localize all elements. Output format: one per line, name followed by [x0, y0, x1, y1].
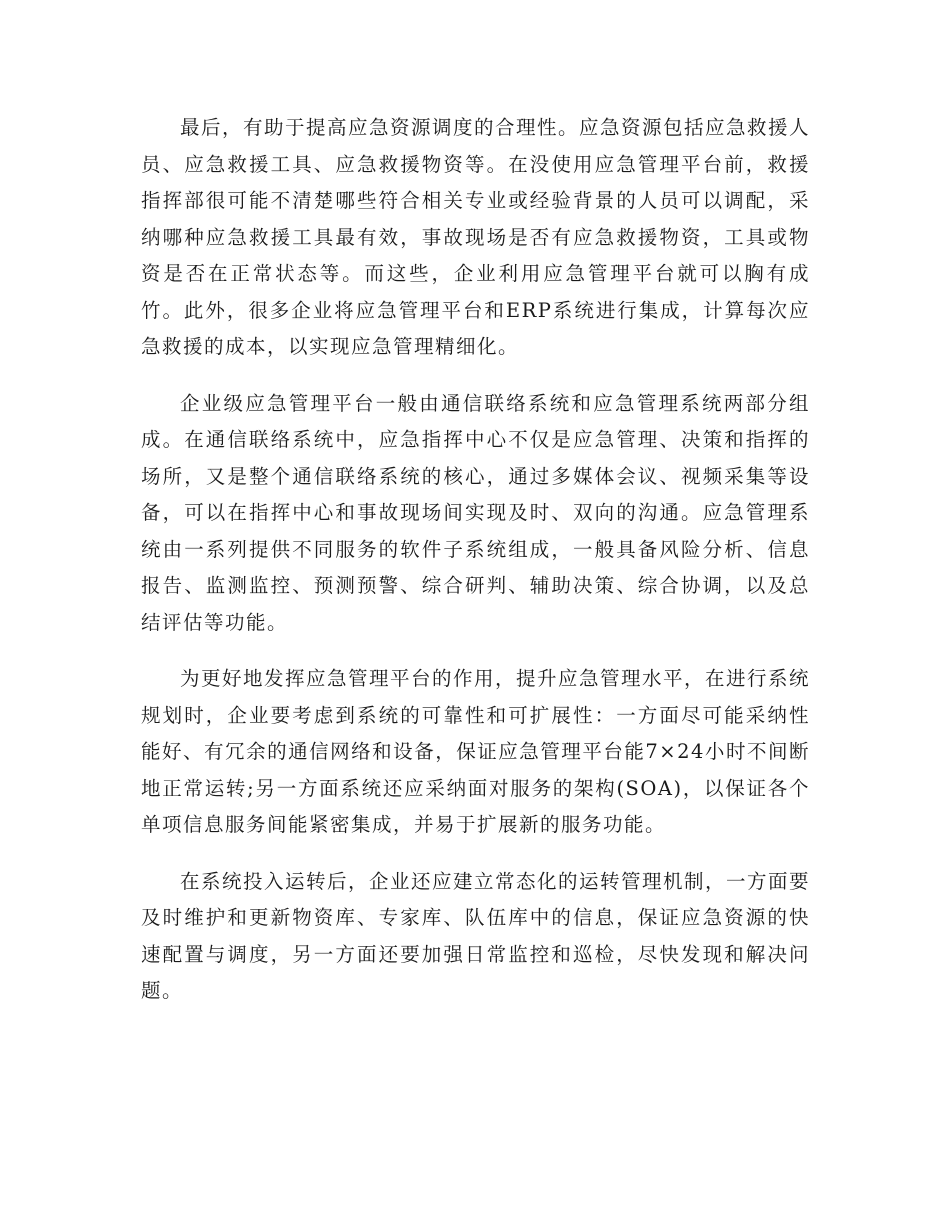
paragraph-operation-management: 在系统投入运转后，企业还应建立常态化的运转管理机制，一方面要及时维护和更新物资库、专家库、队伍库中的信息，保证应急资源的快速配置与调度，另一方面还要加强日常监控和巡检，尽快发现和解决问题。	[141, 869, 811, 1002]
paragraph-platform-composition: 企业级应急管理平台一般由通信联络系统和应急管理系统两部分组成。在通信联络系统中，应急指挥中心不仅是应急管理、决策和指挥的场所，又是整个通信联络系统的核心，通过多媒体会议、视频采集等设备，可以在指挥中心和事故现场间实现及时、双向的沟通。应急管理系统由一系列提供不同服务的软件子系统组成，一般具备风险分析、信息报告、监测监控、预测预警、综合研判、辅助决策、综合协调，以及总结评估等功能。	[141, 391, 810, 634]
paragraph-system-planning: 为更好地发挥应急管理平台的作用，提升应急管理水平，在进行系统规划时，企业要考虑到系统的可靠性和可扩展性：一方面尽可能采纳性能好、有冗余的通信网络和设备，保证应急管理平台能7×24小时不间断地正常运转;另一方面系统还应采纳面对服务的架构(SOA)，以保证各个单项信息服务间能紧密集成，并易于扩展新的服务功能。	[141, 667, 811, 836]
paragraph-resource-dispatch: 最后，有助于提高应急资源调度的合理性。应急资源包括应急救援人员、应急救援工具、应急救援物资等。在没使用应急管理平台前，救援指挥部很可能不清楚哪些符合相关专业或经验背景的人员可以调配，采纳哪种应急救援工具最有效，事故现场是否有应急救援物资，工具或物资是否在正常状态等。而这些，企业利用应急管理平台就可以胸有成竹。此外，很多企业将应急管理平台和ERP系统进行集成，计算每次应急救援的成本，以实现应急管理精细化。	[141, 116, 811, 358]
document-body	[141, 110, 810, 1030]
